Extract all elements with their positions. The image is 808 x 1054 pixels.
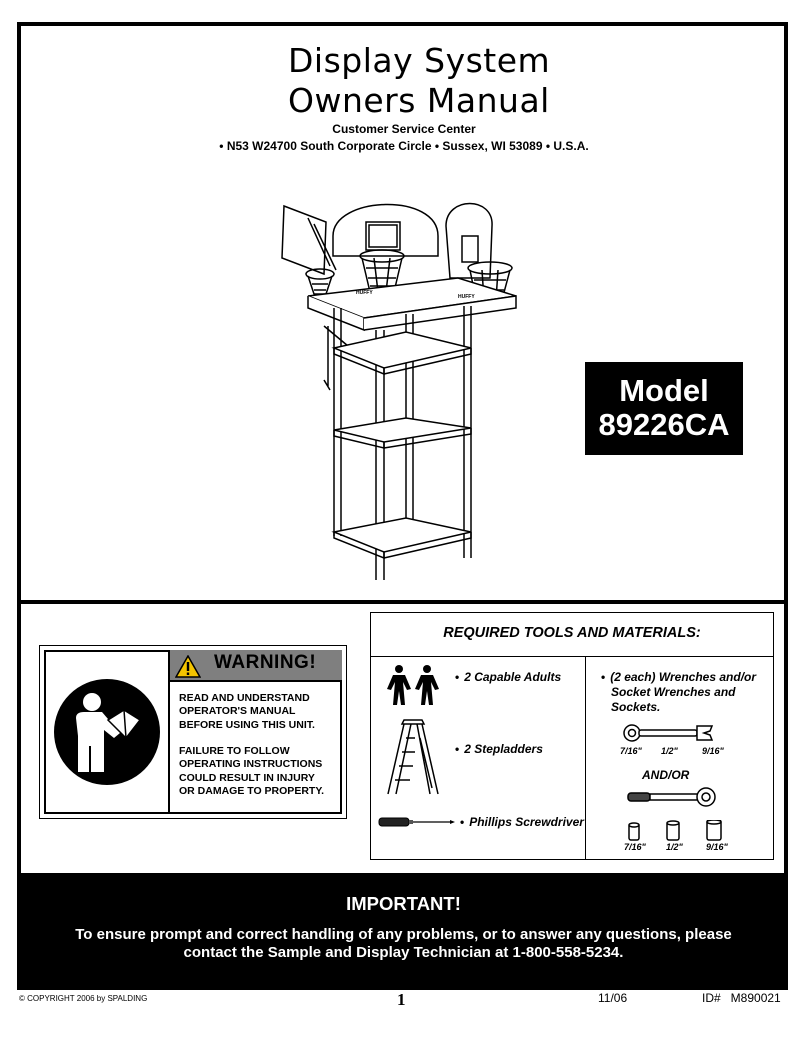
socket-size-9-16: 9/16" (706, 842, 728, 852)
tool-label: 2 Capable Adults (464, 670, 562, 684)
warning-title: WARNING! (214, 652, 317, 673)
model-number: 89226CA (598, 407, 730, 442)
page-number: 1 (397, 990, 406, 1009)
tool-two-adults (455, 670, 561, 685)
socket-size-1-2: 1/2" (666, 842, 683, 852)
tools-divider-horizontal (370, 656, 774, 657)
document-id: ID# M890021 (702, 991, 781, 1005)
title-line-2: Owners Manual (288, 81, 550, 120)
copyright: © COPYRIGHT 2006 by SPALDING (19, 994, 148, 1003)
tool-label: (2 each) Wrenches and/or (610, 670, 757, 684)
two-adults-icon (386, 665, 440, 705)
wrench-size-1-2: 1/2" (661, 746, 678, 756)
model-label: Model (619, 373, 709, 408)
bullet: • (601, 670, 606, 684)
stepladder-icon (384, 718, 444, 796)
warning-line: OPERATOR'S MANUAL (179, 705, 296, 718)
wrench-size-9-16: 9/16" (702, 746, 724, 756)
combination-wrench-icon (622, 722, 718, 744)
warning-line: BEFORE USING THIS UNIT. (179, 718, 315, 731)
warning-line: OPERATING INSTRUCTIONS (179, 758, 323, 771)
screwdriver-icon (378, 815, 456, 829)
wrench-size-7-16: 7/16" (620, 746, 642, 756)
section-divider (19, 600, 788, 604)
tool-label: Phillips Screwdriver (469, 815, 584, 829)
svg-text:HUFFY: HUFFY (356, 290, 373, 296)
sockets-icon (627, 820, 727, 842)
important-line: contact the Sample and Display Technician at 1-800-558-5234. (183, 944, 624, 961)
warning-text-failure (179, 745, 324, 798)
important-title: IMPORTANT! (346, 893, 461, 914)
warning-line: COULD RESULT IN INJURY (179, 771, 315, 784)
tools-divider-vertical (585, 656, 586, 860)
bullet: • (455, 670, 460, 684)
read-manual-icon (52, 676, 162, 788)
socket-wrench-icon (626, 786, 718, 808)
warning-text-read-manual (179, 692, 315, 732)
warning-triangle-icon (175, 655, 201, 678)
customer-service-heading: Customer Service Center (332, 122, 476, 136)
tool-stepladders (455, 742, 543, 757)
revision-date: 11/06 (598, 991, 628, 1005)
socket-size-7-16: 7/16" (624, 842, 646, 852)
model-badge (585, 362, 743, 455)
title-line-1: Display System (288, 41, 551, 80)
display-rack-illustration (278, 196, 528, 586)
warning-line: FAILURE TO FOLLOW (179, 745, 290, 757)
warning-line: OR DAMAGE TO PROPERTY. (179, 784, 325, 797)
important-text (19, 926, 788, 962)
bullet: • (455, 742, 460, 756)
tool-phillips-screwdriver (460, 815, 584, 830)
tool-label: Socket Wrenches and (611, 685, 736, 699)
tool-label: Sockets. (611, 700, 661, 714)
important-banner (19, 873, 788, 988)
warning-line: READ AND UNDERSTAND (179, 692, 310, 704)
tool-label: 2 Stepladders (464, 742, 543, 756)
svg-text:HUFFY: HUFFY (458, 294, 475, 300)
and-or-label: AND/OR (642, 768, 690, 782)
customer-service-address: • N53 W24700 South Corporate Circle • Sussex, WI 53089 • U.S.A. (219, 139, 589, 153)
tools-title: REQUIRED TOOLS AND MATERIALS: (443, 625, 701, 641)
tool-wrenches (601, 670, 756, 715)
bullet: • (460, 815, 465, 829)
important-line: To ensure prompt and correct handling of any problems, or to answer any questions, please (75, 926, 732, 943)
